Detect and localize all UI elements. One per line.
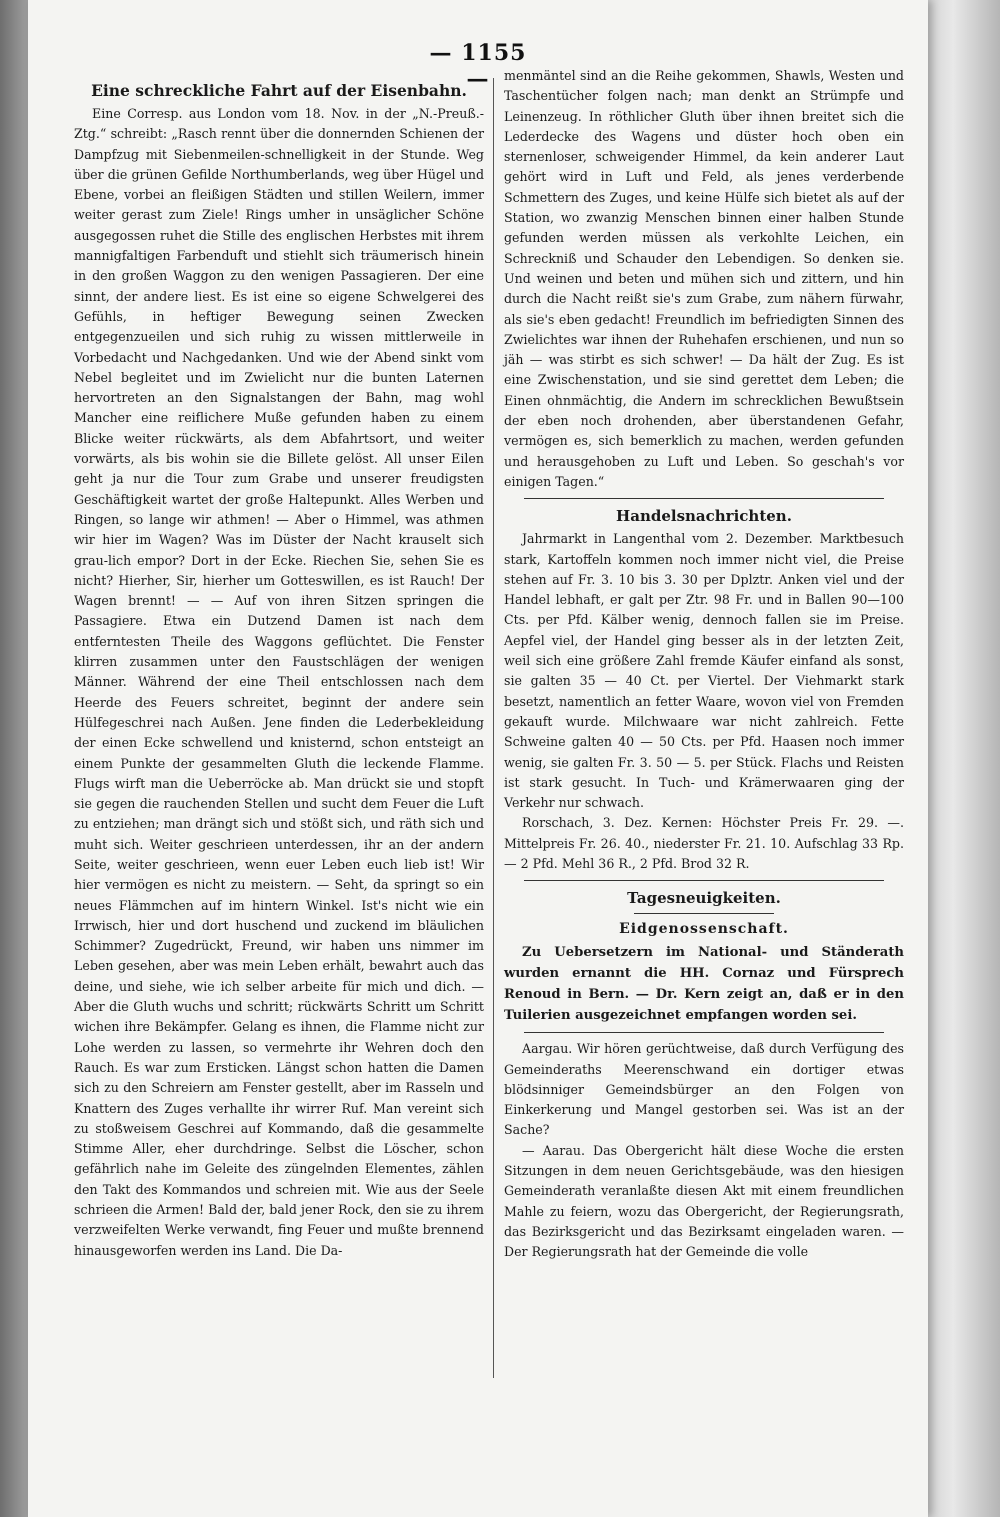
daily-news-heading: Tagesneuigkeiten. <box>627 889 781 908</box>
confederation-news: Zu Uebersetzern im National- und Ständerath wurden ernannt die HH. Cornaz und Fürsprech Renoud in Bern. — Dr. Kern zeigt an, daß er in den Tuilerien ausgezeichnet empfangen worden sei. <box>504 945 904 1024</box>
aarau-news: — Aarau. Das Obergericht hält diese Woche die ersten Sitzungen in dem neuen Gerichtsgebäude, was den hiesigen Gemeinderath veranlaßte diesen Akt mit einem freundlichen Mahle zu feiern, wozu das Obergericht, der Regierungsrath, das Bezirksgericht und das Bezirksamt eingeladen waren. — Der Regierungsrath hat der Gemeinde die volle <box>504 1142 904 1260</box>
article-body: Eine Corresp. aus London vom 18. Nov. in der „N.-Preuß.-Ztg.“ schreibt: „Rasch rennt über die donnernden Schienen der Dampfzug mit Siebenmeilen-schnelligkeit in der Stunde. Weg über die grünen Gefilde Northumberlands, weg über Hügel und Ebene, vorbei an fleißigen Städten und stillen Weilern, immer weiter gerast zum Ziele! Rings umher in unsäglicher Schöne ausgegossen ruhet die Stille des englischen Herbstes mit ihrem mannigfaltigen Farbenduft und stiehlt sich träumerisch hinein in den großen Waggon zu den wenigen Passagieren. Der eine sinnt, der andere liest. Es ist eine so eigene Schwelgerei des Gefühls, in heftiger Bewegung seinen Zwecken entgegenzueilen und sich ruhig zu wissen mittlerweile in Vorbedacht und Nachgedanken. Und wie der Abend sinkt vom Nebel begleitet und im Zwielicht nur die bunten Laternen hervortreten an den Signalstangen der Bahn, mag wohl Mancher eine reiflichere Muße gefunden haben zu einem Blicke weiter rückwärts, als dem Abfahrtsort, und weiter vorwärts, als bis wohin sie die Billete gelöst. All unser Eilen geht ja nur die Tour zum Grabe und unserer freudigsten Geschäftigkeit wartet der große Haltepunkt. Alles Werben und Ringen, so lange wir athmen! — Aber o Himmel, was athmen wir hier im Wagen? Was im Düster der Nacht krauselt sich grau-lich empor? Dort in der Ecke. Riechen Sie, sehen Sie es nicht? Hierher, Sir, hierher um Gotteswillen, es ist Rauch! Der Wagen brennt! — — Auf von ihren Sitzen springen die Passagiere. Etwa ein Dutzend Damen ist nach dem entferntesten Theile des Waggons geflüchtet. Die Fenster klirren zusammen unter den Faustschlägen der wenigen Männer. Während der eine Theil entschlossen nach dem Heerde des Feuers schreitet, beginnt der andere sein Hülfegeschrei nach Außen. Jene finden die Lederbekleidung der einen Ecke schwellend und knisternd, schon entsteigt an einem Punkte der gesammelten Gluth die leckende Flamme. Flugs wirft man die Ueberröcke ab. Man drückt sie und stopft sie gegen die rauchenden Stellen und sucht dem Feuer die Luft zu entziehen; man drängt sich und stößt sich, und räth sich und muht sich. Weiter geschrieen unterdessen, ihr an der andern Seite, weiter geschrieen, wenn euer Leben euch lieb ist! Wir hier vermögen es nicht zu meistern. — Seht, da springt so ein neues Flämmchen auf im hintern Winkel. Ist's nicht wie ein Irrwisch, hier und dort huschend und zuckend im bläulichen Schimmer? Zugedrückt, Freund, wir haben uns nimmer im Leben gesehen, aber was mein Leben erhält, bewahrt auch das deine, und siehe, wie ich selber arbeite für mich und dich. — Aber die Gluth wuchs und schritt; rückwärts Schritt um Schritt wichen ihre Bekämpfer. Gelang es ihnen, die Flamme nicht zur Lohe werden zu lassen, so vermehrte ihr Wehren doch den Rauch. Es war zum Ersticken. Längst schon hatten die Damen sich zu den Schreiern am Fenster gestellt, aber im Rasseln und Knattern des Zuges verhallte ihr wirrer Ruf. Man vereint sich zu stoßweisem Geschrei auf Kommando, daß die gesammelte Stimme Aller, eher durchdringe. Selbst die Löscher, schon gefährlich nahe im Geleite des züngelnden Elementes, zählen den Takt des Kommandos und schreien mit. Wie aus der Seele schrieen die Armen! Bald der, bald jener Rock, den sie zu ihrem verzweifelten Werke verwandt, fing Feuer und mußte brennend hinausgeworfen werden ins Land. Die Da- <box>74 106 484 1258</box>
right-column <box>504 66 904 1263</box>
section-rule <box>524 1032 884 1033</box>
trade-report-rorschach: Rorschach, 3. Dez. Kernen: Höchster Preis Fr. 29. —. Mittelpreis Fr. 26. 40., niederster Fr. 21. 10. Aufschlag 33 Rp. — 2 Pfd. Mehl 36 R., 2 Pfd. Brod 32 R. <box>504 815 904 871</box>
article-continuation: menmäntel sind an die Reihe gekommen, Shawls, Westen und Taschentücher folgen nach; man denkt an Strümpfe und Leinenzeug. In röthlicher Gluth über ihnen breitet sich die Lederdecke des Wagens und düster hoch oben ein sternenloser, schweigender Himmel, da kein anderer Laut gehört wird in Luft und Feld, als jenes verderbende Schmettern des Zuges, und keine Hülfe sich bietet als auf der Station, wo zwanzig Menschen binnen einer halben Stunde gefunden werden müssen als verkohlte Leichen, ein Schreckniß und Schauder den Lebendigen. So denken sie. Und weinen und beten und mühen sich und zittern, und hin durch die Nacht reißt sie's zum Grabe, zum nähern fürwahr, als sie's eben gedacht! Freundlich im befriedigten Sinnen des Zwielichtes war ihnen der Ruhehafen erschienen, und nun so jäh — was stirbt es sich schwer! — Da hält der Zug. Es ist eine Zwischenstation, und sie sind gerettet dem Leben; die Einen ohnmächtig, die Andern im schrecklichen Bewußtsein der eben noch drohenden, aber überstandenen Gefahr, vermögen es, sich bemerklich zu machen, werden gefunden und herausgehoben zu Luft und Leben. So geschah's vor einigen Tagen.“ <box>504 68 904 489</box>
section-rule <box>524 498 884 499</box>
scan-right-edge <box>922 0 1000 1517</box>
left-column <box>74 66 484 1261</box>
trade-news-heading: Handelsnachrichten. <box>616 507 792 526</box>
section-rule <box>524 880 884 881</box>
trade-report-langenthal: Jahrmarkt in Langenthal vom 2. Dezember. Marktbesuch stark, Kartoffeln kommen noch immer nicht viel, die Preise stehen auf Fr. 3. 10 bis 3. 30 per Dplztr. Anken viel und der Handel lebhaft, er galt per Ztr. 98 Fr. und in Ballen 90—100 Cts. per Pfd. Kälber wenig, dennoch fallen sie im Preise. Aepfel viel, der Handel ging besser als in der letzten Zeit, weil sich eine größere Zahl fremde Käufer einfand als sonst, sie galten 35 — 40 Ct. per Viertel. Der Viehmarkt stark besetzt, namentlich an fetter Waare, wovon viel von Fremden gekauft wurde. Milchwaare war nicht zahlreich. Fette Schweine galten 40 — 50 Cts. per Pfd. Haasen noch immer wenig, sie galten Fr. 3. 50 — 5. per Stück. Flachs und Reisten ist stark gesucht. In Tuch- und Krämerwaaren ging der Verkehr nur schwach. <box>504 531 904 811</box>
confederation-subheading: Eidgenossenschaft. <box>619 921 789 938</box>
column-divider <box>493 78 494 1378</box>
newspaper-page <box>28 0 928 1517</box>
page-number: — 1155 — <box>429 40 527 92</box>
article-title: Eine schreckliche Fahrt auf der Eisenbahn. <box>91 81 467 100</box>
aargau-news: Aargau. Wir hören gerüchtweise, daß durch Verfügung des Gemeinderaths Meerenschwand ein dortiger etwas blödsinniger Gemeindsbürger an den Folgen von Einkerkerung und Mangel gestorben sei. Was ist an der Sache? <box>504 1041 904 1138</box>
section-rule-short <box>634 913 774 914</box>
